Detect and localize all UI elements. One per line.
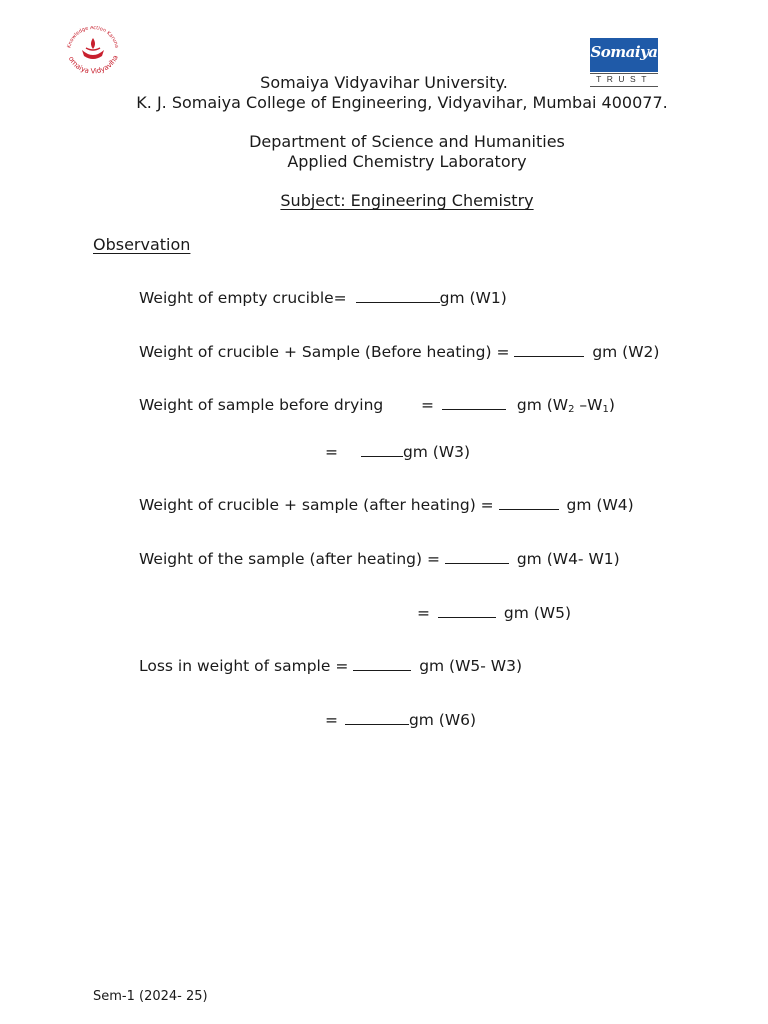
university-name: Somaiya Vidyavihar University. xyxy=(260,73,508,92)
equals-sign: = xyxy=(417,604,430,622)
observation-line-w3 xyxy=(325,442,470,462)
equals-sign: = xyxy=(421,396,434,414)
observation-line-w5 xyxy=(417,603,571,623)
laboratory-name: Applied Chemistry Laboratory xyxy=(287,152,527,171)
somaiya-vidyavihar-logo xyxy=(62,26,124,76)
department-name: Department of Science and Humanities xyxy=(249,132,565,151)
trust-logo-word: TRUST xyxy=(590,73,658,87)
trust-logo-script: Somaiya xyxy=(590,43,658,61)
line-unit: gm (W6) xyxy=(408,711,477,729)
answer-blank xyxy=(442,397,506,410)
section-title: Observation xyxy=(93,235,191,254)
observation-line-loss xyxy=(139,656,522,676)
line-label: Weight of sample before drying xyxy=(139,396,384,414)
answer-blank xyxy=(356,290,440,303)
answer-blank xyxy=(361,444,403,457)
equals-sign: = xyxy=(325,711,338,729)
answer-blank xyxy=(353,658,411,671)
equals-sign: = xyxy=(325,443,338,461)
subscript-2: 2 xyxy=(568,404,575,415)
line-unit: gm (W1) xyxy=(439,289,507,307)
observation-line-w2-minus-w1 xyxy=(139,395,383,415)
line-label: Weight of empty crucible= xyxy=(139,289,347,307)
line-label: Weight of crucible + sample (after heating) = xyxy=(139,496,494,514)
college-name: K. J. Somaiya College of Engineering, Vidyavihar, Mumbai 400077. xyxy=(136,93,668,112)
observation-line-w4 xyxy=(139,495,634,515)
footer-semester: Sem-1 (2024- 25) xyxy=(93,989,208,1004)
line-label: Weight of crucible + Sample (Before heating) = xyxy=(139,343,510,361)
answer-blank xyxy=(438,605,496,618)
line-unit: gm (W4) xyxy=(566,496,634,514)
svg-text:Knowledge Action Karuna: Knowledge Action Karuna xyxy=(66,26,120,49)
subject-title: Subject: Engineering Chemistry xyxy=(280,191,534,210)
answer-blank xyxy=(499,497,559,510)
observation-line-w1 xyxy=(139,288,507,308)
line-unit: gm (W4- W1) xyxy=(516,550,620,568)
svg-text:Somaiya Vidyavihar: omaiya Vidyaviha xyxy=(66,54,120,76)
answer-blank xyxy=(345,712,409,725)
line-unit: gm (W3) xyxy=(402,443,471,461)
line-label: Weight of the sample (after heating) = xyxy=(139,550,440,568)
observation-line-w2 xyxy=(139,342,659,362)
line-unit xyxy=(517,396,615,414)
answer-blank xyxy=(445,551,509,564)
observation-line-w6 xyxy=(325,710,476,730)
observation-line-w4-minus-w1 xyxy=(139,549,620,569)
unit-part: –W xyxy=(574,396,603,414)
unit-part: ) xyxy=(608,396,615,414)
line-label: Loss in weight of sample = xyxy=(139,657,349,675)
line-unit: gm (W5) xyxy=(503,604,572,622)
subscript-1: 1 xyxy=(602,404,609,415)
observation-line-w2-minus-w1-value xyxy=(421,395,615,420)
unit-part: gm (W xyxy=(516,396,569,414)
line-unit: gm (W5- W3) xyxy=(419,657,523,675)
answer-blank xyxy=(514,344,584,357)
line-unit: gm (W2) xyxy=(592,343,660,361)
